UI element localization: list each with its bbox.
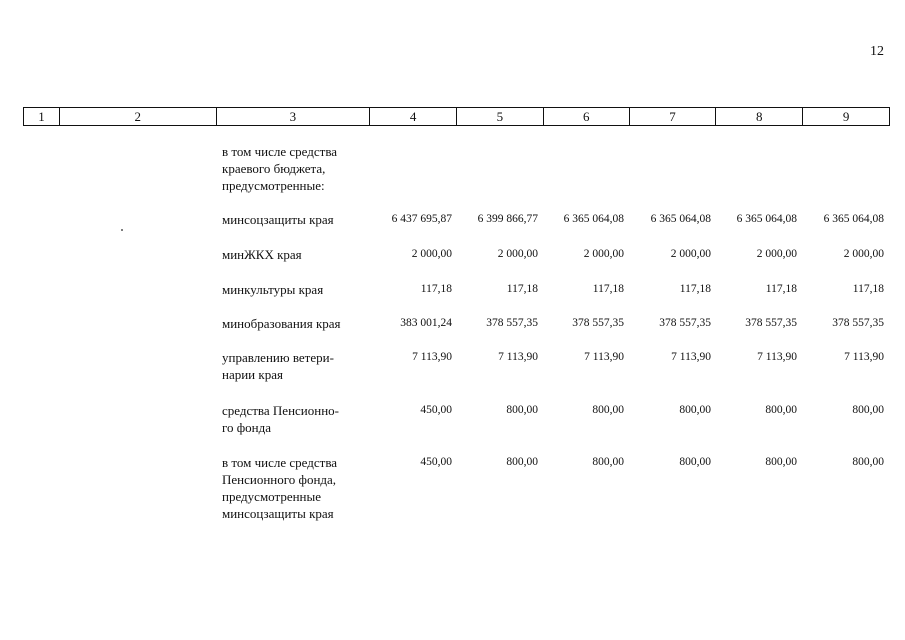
value-col-5: 7 113,90 <box>498 351 538 363</box>
row-label-line: средства Пенсионно- <box>222 403 340 418</box>
value-col-4: 6 437 695,87 <box>391 213 452 225</box>
value-col-8: 7 113,90 <box>757 351 797 363</box>
value-col-4: 450,00 <box>420 456 452 468</box>
value-col-6: 378 557,35 <box>572 317 624 329</box>
value-col-9: 6 365 064,08 <box>823 213 884 225</box>
value-col-4: 2 000,00 <box>411 248 452 260</box>
row-label <box>222 246 364 263</box>
value-col-6: 800,00 <box>592 456 624 468</box>
value-col-5: 800,00 <box>506 456 538 468</box>
value-col-6: 800,00 <box>592 404 624 416</box>
row-label-line: предусмотренные <box>222 489 322 504</box>
value-col-5: 2 000,00 <box>497 248 538 260</box>
value-col-5: 378 557,35 <box>486 317 538 329</box>
value-col-7: 2 000,00 <box>670 248 711 260</box>
row-label-line: минЖКХ края <box>222 247 302 262</box>
row-label <box>222 402 364 436</box>
value-col-6: 7 113,90 <box>584 351 624 363</box>
value-col-4: 7 113,90 <box>412 351 452 363</box>
column-number-header-row <box>23 107 890 126</box>
value-col-7: 800,00 <box>679 456 711 468</box>
value-col-8: 2 000,00 <box>756 248 797 260</box>
value-col-8: 6 365 064,08 <box>736 213 797 225</box>
value-col-8: 800,00 <box>765 404 797 416</box>
column-number-2: 2 <box>60 108 217 125</box>
value-col-9: 800,00 <box>852 404 884 416</box>
row-label <box>222 211 364 228</box>
column-number-4: 4 <box>370 108 457 125</box>
row-label-line: в том числе средства <box>222 144 338 159</box>
value-col-4: 117,18 <box>420 283 452 295</box>
value-col-6: 2 000,00 <box>583 248 624 260</box>
value-col-9: 378 557,35 <box>832 317 884 329</box>
value-col-6: 6 365 064,08 <box>563 213 624 225</box>
value-col-9: 800,00 <box>852 456 884 468</box>
row-label-line: минобразования края <box>222 316 341 331</box>
row-label <box>222 315 364 332</box>
row-label-line: предусмотренные: <box>222 178 325 193</box>
row-label-line: минсоцзащиты края <box>222 212 334 227</box>
row-label-line: в том числе средства <box>222 455 338 470</box>
value-col-7: 800,00 <box>679 404 711 416</box>
value-col-7: 378 557,35 <box>659 317 711 329</box>
row-label-line: управлению ветери- <box>222 350 334 365</box>
page-number: 12 <box>870 44 884 59</box>
value-col-8: 378 557,35 <box>745 317 797 329</box>
column-number-3: 3 <box>217 108 371 125</box>
row-label <box>222 454 364 522</box>
row-label-line: го фонда <box>222 420 272 435</box>
value-col-7: 7 113,90 <box>671 351 711 363</box>
value-col-7: 6 365 064,08 <box>650 213 711 225</box>
row-label <box>222 143 364 194</box>
row-label <box>222 349 364 383</box>
row-label-line: минсоцзащиты края <box>222 506 334 521</box>
row-label-line: минкультуры края <box>222 282 324 297</box>
value-col-4: 450,00 <box>420 404 452 416</box>
row-label-line: Пенсионного фонда, <box>222 472 337 487</box>
row-label-line: краевого бюджета, <box>222 161 326 176</box>
value-col-8: 117,18 <box>765 283 797 295</box>
value-col-9: 117,18 <box>852 283 884 295</box>
column-number-6: 6 <box>544 108 630 125</box>
column-number-7: 7 <box>630 108 717 125</box>
column-number-8: 8 <box>716 108 803 125</box>
column-number-5: 5 <box>457 108 544 125</box>
value-col-5: 800,00 <box>506 404 538 416</box>
column-number-9: 9 <box>842 109 850 124</box>
row-label <box>222 281 364 298</box>
value-col-7: 117,18 <box>679 283 711 295</box>
value-col-6: 117,18 <box>592 283 624 295</box>
value-col-4: 383 001,24 <box>400 317 452 329</box>
row-label-line: нарии края <box>222 367 283 382</box>
value-col-9: 7 113,90 <box>844 351 884 363</box>
value-col-5: 117,18 <box>506 283 538 295</box>
scan-speck <box>121 229 123 231</box>
value-col-8: 800,00 <box>765 456 797 468</box>
value-col-5: 6 399 866,77 <box>477 213 538 225</box>
column-number-1: 1 <box>24 108 60 125</box>
value-col-9: 2 000,00 <box>843 248 884 260</box>
